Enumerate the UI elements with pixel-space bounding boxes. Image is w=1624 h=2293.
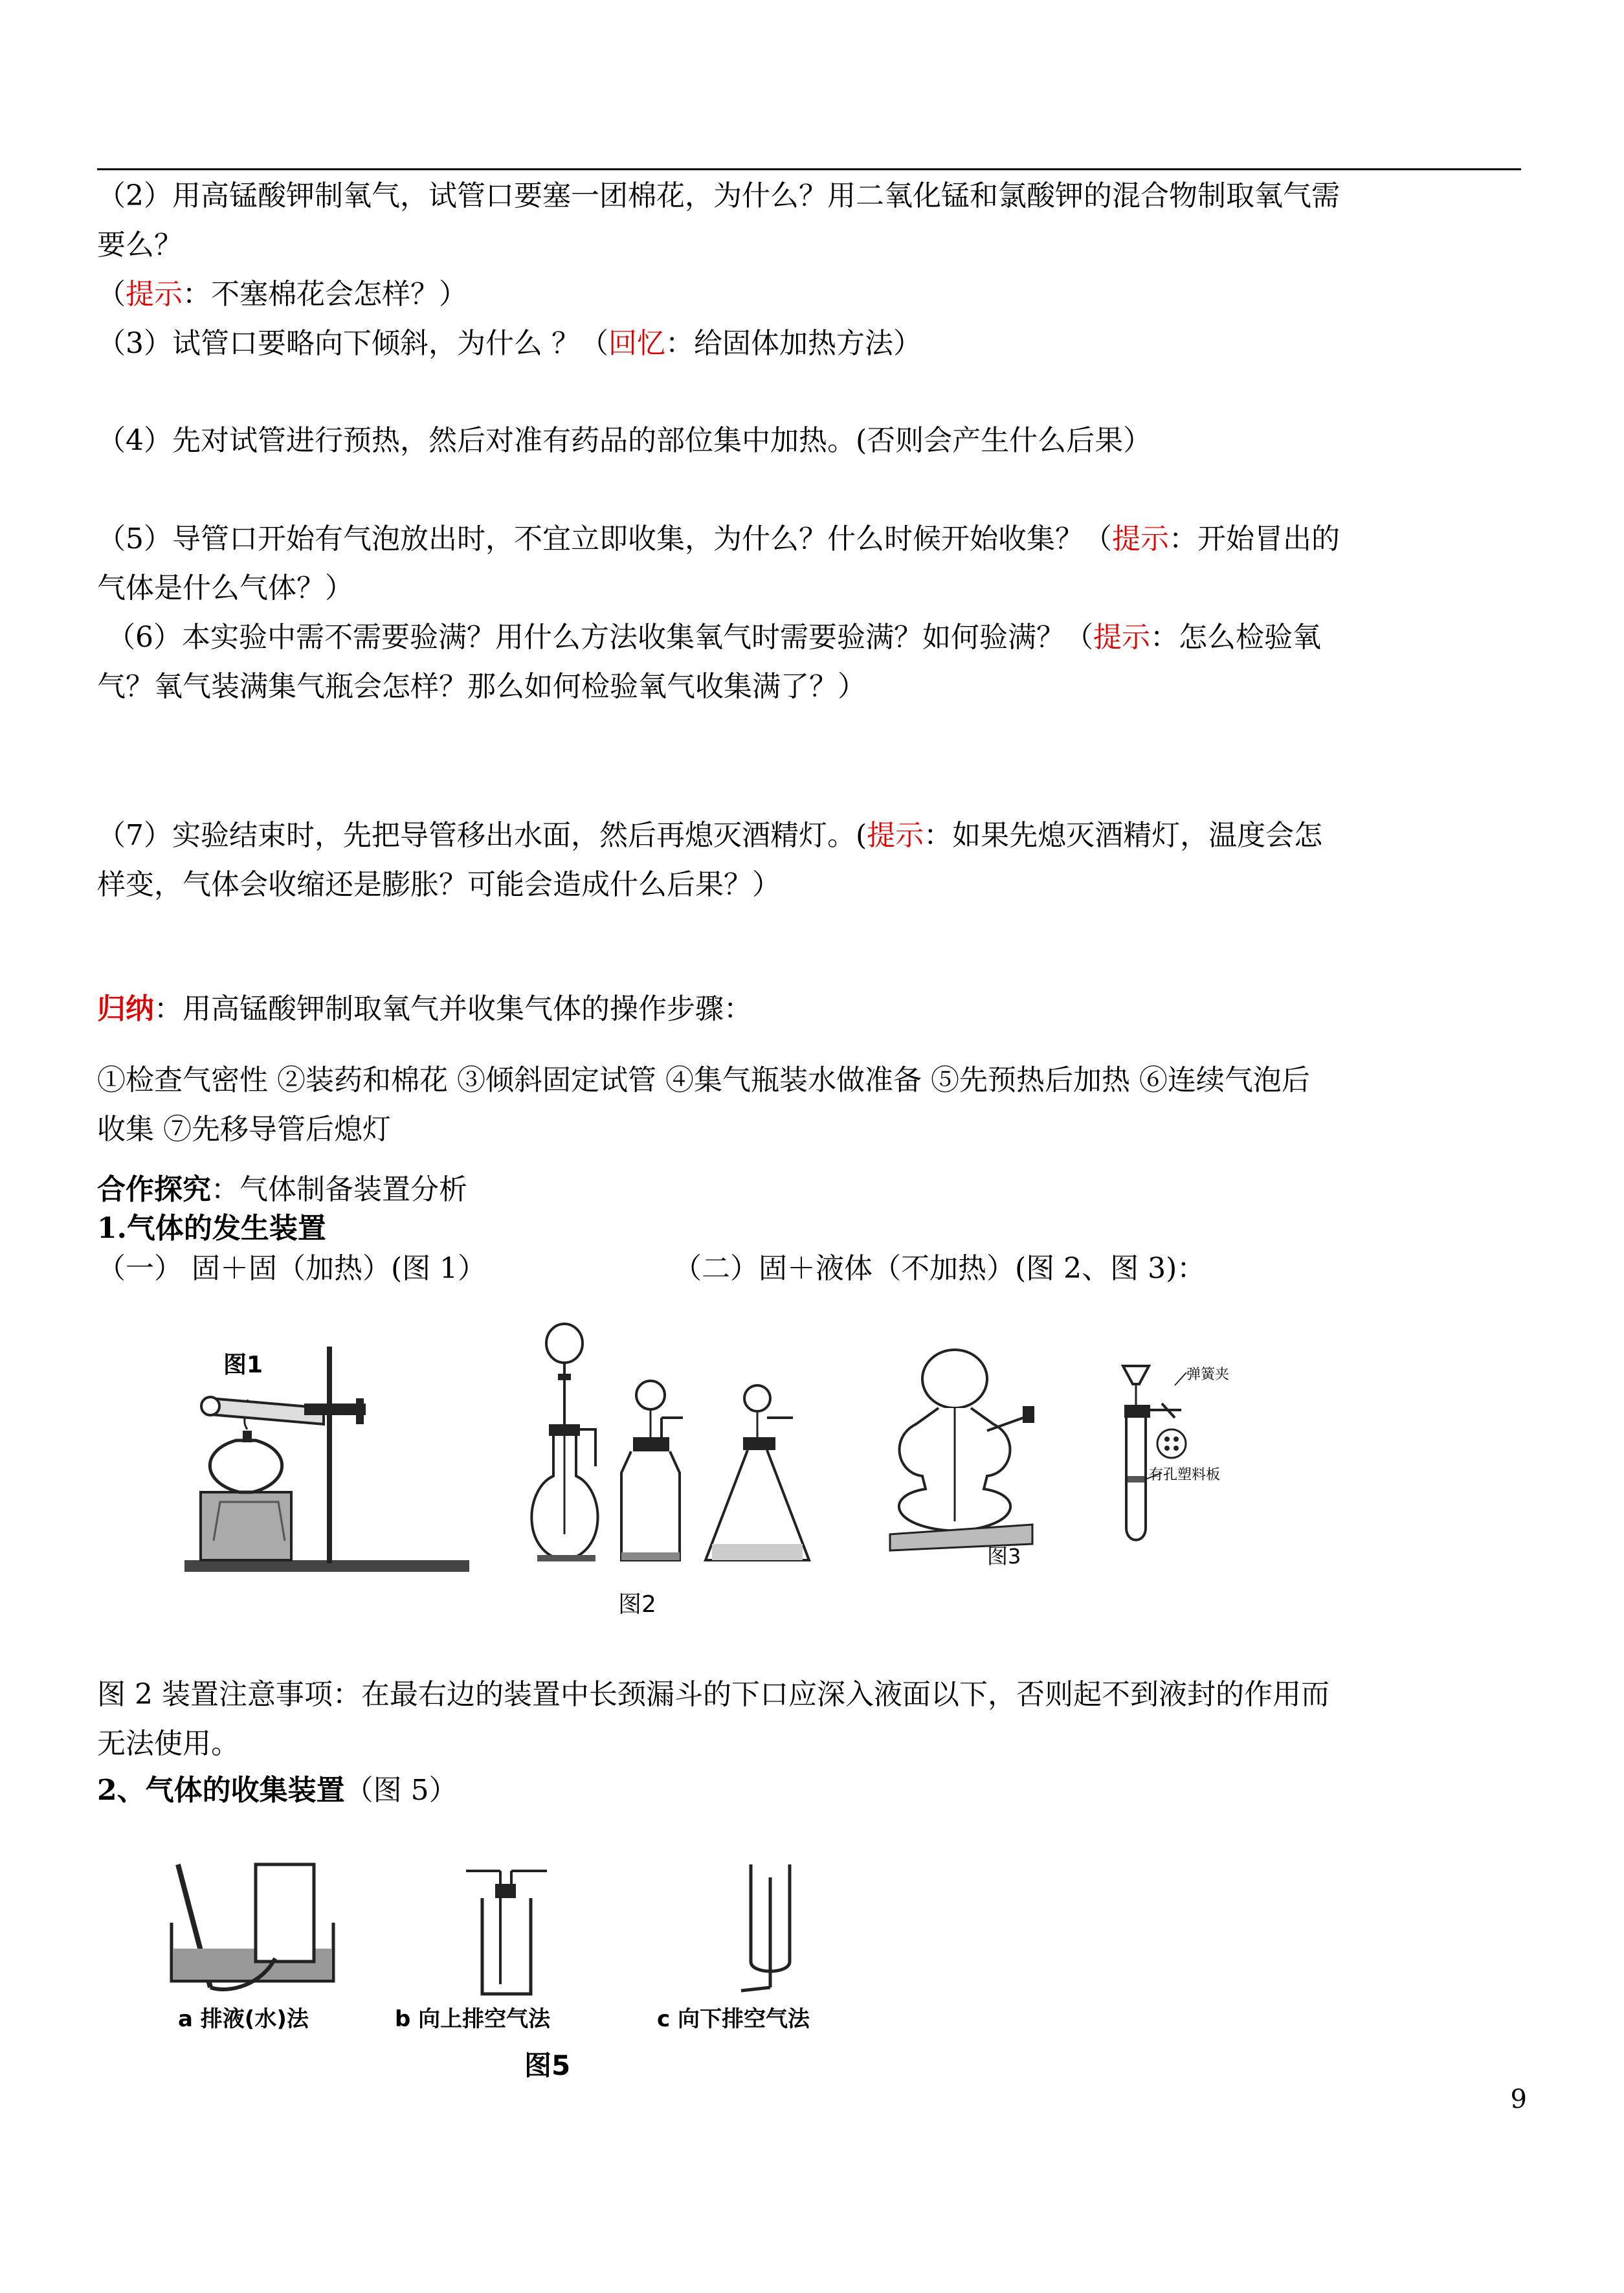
q7-line2: 样变，气体会收缩还是膨胀？可能会造成什么后果？） [97,868,781,901]
collect-heading: 2、气体的收集装置（图 5） [97,1774,458,1807]
fig3-plate-label: 有孔塑料板 [1149,1467,1221,1483]
figure-2-generation-apparatus [524,1314,829,1618]
figure-3-kipp-apparatus [877,1334,1265,1573]
q2-hint: （提示：不塞棉花会怎样？） [97,278,467,311]
hint-label: 提示 [126,278,183,311]
q7-line1: （7）实验结束时，先把导管移出水面，然后再熄灭酒精灯。(提示：如果先熄灭酒精灯，温度会怎 [97,819,1323,852]
fig3-spring-clip-label: 弹簧夹 [1186,1367,1230,1383]
summary-steps-line1: ①检查气密性 ②装药和棉花 ③倾斜固定试管 ④集气瓶装水做准备 ⑤先预热后加热 ⑥连续气泡后 [97,1064,1310,1097]
q5-line1: （5）导管口开始有气泡放出时，不宜立即收集，为什么？什么时候开始收集？（提示：开始冒出的 [97,522,1340,555]
q2-line1: （2）用高锰酸钾制氧气，试管口要塞一团棉花，为什么？用二氧化锰和氯酸钾的混合物制取氧气需 [97,179,1340,212]
note-line1: 图 2 装置注意事项：在最右边的装置中长颈漏斗的下口应深入液面以下，否则起不到液封的作用而 [97,1678,1329,1711]
q5-line2: 气体是什么气体？） [97,572,353,605]
coop-sub1: 1.气体的发生装置 [97,1212,326,1245]
hint-label: 提示 [867,819,924,852]
coop-type1: （一） 固＋固（加热）(图 1） [97,1252,487,1285]
coop-label: 合作探究 [97,1173,211,1206]
fig5-label: 图5 [524,2050,571,2081]
q6-line1: （6）本实验中需不需要验满？用什么方法收集氧气时需要验满？如何验满？（提示：怎么检验氧 [107,621,1321,654]
fig5-b-label: b 向上排空气法 [395,2006,551,2032]
q2-line2: 要么？ [97,229,183,262]
q4-line: （4）先对试管进行预热，然后对准有药品的部位集中加热。(否则会产生什么后果） [97,424,1152,457]
figure-5-collection-apparatus [159,1851,884,2097]
fig2-label: 图2 [618,1591,656,1618]
fig3-label: 图3 [987,1544,1021,1569]
q3-line: （3）试管口要略向下倾斜，为什么 ？（回忆：给固体加热方法） [97,327,922,360]
fig5-a-label: a 排液(水)法 [178,2006,309,2032]
fig1-label: 图1 [223,1352,263,1378]
header-rule [97,168,1521,170]
fig5-c-label: c 向下排空气法 [657,2006,810,2032]
figure-1-heating-apparatus [175,1327,498,1580]
summary-label: 归纳 [97,992,154,1025]
summary-heading: 归纳：用高锰酸钾制取氧气并收集气体的操作步骤： [97,992,752,1025]
summary-steps-line2: 收集 ⑦先移导管后熄灯 [97,1113,391,1146]
page-number: 9 [1510,2085,1527,2114]
hint-label: 提示 [1093,621,1150,654]
coop-heading: 合作探究：气体制备装置分析 [97,1173,467,1206]
q6-line2: 气？氧气装满集气瓶会怎样？那么如何检验氧气收集满了？） [97,670,866,703]
hint-label: 提示 [1112,522,1169,555]
recall-label: 回忆 [608,327,665,360]
coop-type2: （二）固＋液体（不加热）(图 2、图 3)： [673,1252,1206,1285]
note-line2: 无法使用。 [97,1727,239,1760]
